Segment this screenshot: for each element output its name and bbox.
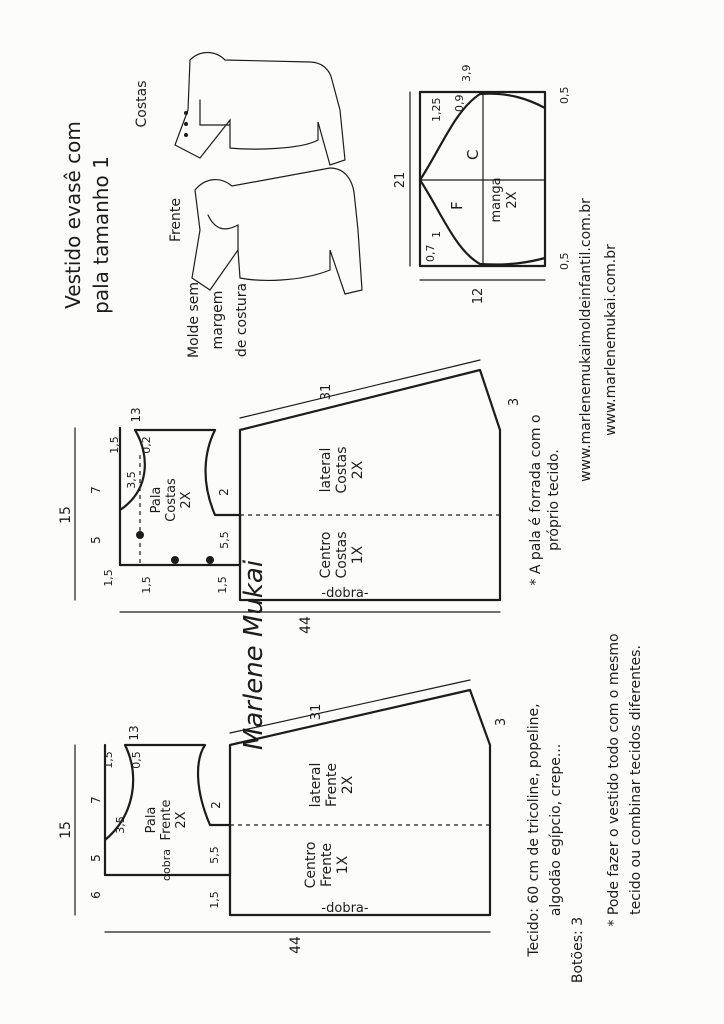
- website-2: www.marlenemukai.com.br: [603, 244, 619, 436]
- back-center-sub: Costas: [334, 531, 350, 579]
- sleeve-dim-cap-left: 1,25: [430, 97, 443, 122]
- signature: Marlene Mukai: [239, 559, 269, 751]
- back-yoke-button: [136, 531, 144, 539]
- sleeve-dim-cap-top: 3,9: [460, 64, 473, 82]
- back-dim-s35: 3,5: [125, 471, 138, 489]
- back-side-sub: Costas: [334, 446, 350, 494]
- lining-note-1: * A pala é forrada com o: [528, 414, 544, 586]
- front-skirt-outline: [230, 690, 490, 915]
- back-yoke-qty: 2X: [179, 491, 194, 509]
- sleeve-letter-c: C: [464, 149, 482, 160]
- sleeve-dim-height: 21: [393, 171, 408, 189]
- back-dim-skirt: 31: [319, 383, 334, 401]
- sleeve-dim-width: 12: [471, 287, 486, 305]
- sleeve-dim-cap-right: 0,9: [453, 94, 466, 112]
- back-yoke-sub: Costas: [164, 478, 179, 522]
- front-center-sub: Frente: [319, 842, 335, 888]
- back-skirt-dim-line: [240, 360, 480, 418]
- front-dim-skirt: 31: [309, 703, 324, 721]
- back-button: [184, 133, 188, 137]
- back-dim-width: 15: [58, 506, 74, 524]
- front-dim-s15b: 1,5: [208, 891, 221, 909]
- front-dim-s6: 6: [89, 891, 103, 899]
- front-side-sub: Frente: [324, 762, 340, 808]
- sleeve-dim-hem-right: 0,5: [558, 252, 571, 270]
- front-dim-length: 44: [288, 936, 304, 954]
- front-dim-width: 15: [58, 821, 74, 839]
- sleeve-pattern: [393, 65, 571, 305]
- sleeve-dim-top-right: 0,5: [558, 86, 571, 104]
- front-side-qty: 2X: [340, 775, 356, 795]
- back-pattern: [58, 360, 522, 634]
- back-button: [184, 111, 188, 115]
- sleeve-dim-cap-low2: 0,7: [424, 244, 437, 262]
- back-center-label: Centro: [318, 531, 334, 579]
- sleeve-dim-cap-low: 1: [430, 231, 443, 238]
- front-dim-neck: 5: [89, 854, 103, 862]
- illustration-front-label: Frente: [168, 197, 184, 243]
- front-yoke-label: Pala: [144, 806, 159, 834]
- front-center-qty: 1X: [335, 855, 351, 875]
- back-yoke-label: Pala: [149, 486, 164, 514]
- back-center-qty: 1X: [350, 545, 366, 565]
- back-dim-armhole: 13: [129, 407, 143, 423]
- back-dim-s02: 0,2: [140, 436, 153, 454]
- front-dim-s2: 2: [209, 801, 223, 809]
- back-dim-s15b: 1,5: [102, 569, 115, 587]
- back-dim-shoulder: 7: [89, 486, 103, 494]
- back-dim-s2: 2: [217, 488, 231, 496]
- back-dim-length: 44: [298, 616, 314, 634]
- back-button: [184, 122, 188, 126]
- back-dim-neck: 5: [89, 536, 103, 544]
- front-dim-s55: 5,5: [208, 846, 221, 864]
- front-dim-s05: 0,5: [130, 751, 143, 769]
- front-pattern: [58, 680, 509, 954]
- back-dim-hem: 3: [507, 397, 522, 407]
- back-yoke-button: [206, 556, 214, 564]
- front-center-label: Centro: [303, 841, 319, 889]
- tip-note-1: * Pode fazer o vestido todo com o mesmo: [606, 633, 622, 927]
- note-line-3: de costura: [234, 282, 250, 358]
- sleeve-qty: 2X: [505, 191, 520, 209]
- front-dim-hem: 3: [494, 717, 509, 727]
- back-yoke-button: [171, 556, 179, 564]
- front-dress-sketch: [192, 168, 362, 294]
- back-side-qty: 2X: [350, 460, 366, 480]
- front-dim-armhole: 13: [127, 725, 141, 741]
- title-line-1: Vestido evasê com: [61, 121, 85, 309]
- back-dim-s15a: 1,5: [108, 436, 121, 454]
- title-block: [61, 121, 250, 358]
- back-side-label: lateral: [318, 447, 334, 493]
- back-dim-s15d: 1,5: [216, 576, 229, 594]
- front-yoke-sub: Frente: [159, 799, 174, 841]
- back-dim-s15c: 1,5: [140, 576, 153, 594]
- front-yoke-qty: 2X: [174, 811, 189, 829]
- front-yoke-sketch: [208, 215, 238, 250]
- fabric-note-1: Tecido: 60 cm de tricoline, popeline,: [526, 703, 542, 957]
- front-dim-s15: 1,5: [102, 751, 115, 769]
- note-line-1: Molde sem: [186, 281, 202, 359]
- back-yoke-sketch: [200, 100, 230, 125]
- fabric-note-2: algodão egípcio, crepe...: [548, 743, 564, 917]
- sleeve-letter-f: F: [448, 201, 466, 210]
- front-dim-shoulder: 7: [89, 796, 103, 804]
- website-1: www.marlenemukaimoldeinfantil.com.br: [578, 198, 594, 482]
- notes-block: [526, 198, 644, 983]
- front-dim-s35: 3,5: [114, 816, 127, 834]
- lining-note-2: próprio tecido.: [546, 449, 562, 551]
- back-dim-s55: 5,5: [218, 531, 231, 549]
- dress-illustration: [134, 53, 362, 295]
- tip-note-2: tecido ou combinar tecidos diferentes.: [628, 645, 644, 915]
- note-line-2: margem: [210, 290, 226, 350]
- front-yoke-fold: dobra: [160, 849, 173, 881]
- front-side-label: lateral: [308, 762, 324, 808]
- title-line-2: pala tamanho 1: [89, 156, 113, 314]
- back-skirt-outline: [240, 370, 500, 600]
- illustration-back-label: Costas: [134, 80, 150, 128]
- sleeve-label: manga: [489, 177, 504, 223]
- back-fold-label: -dobra-: [321, 586, 369, 601]
- buttons-note: Botões: 3: [570, 916, 586, 984]
- front-fold-label: -dobra-: [321, 901, 369, 916]
